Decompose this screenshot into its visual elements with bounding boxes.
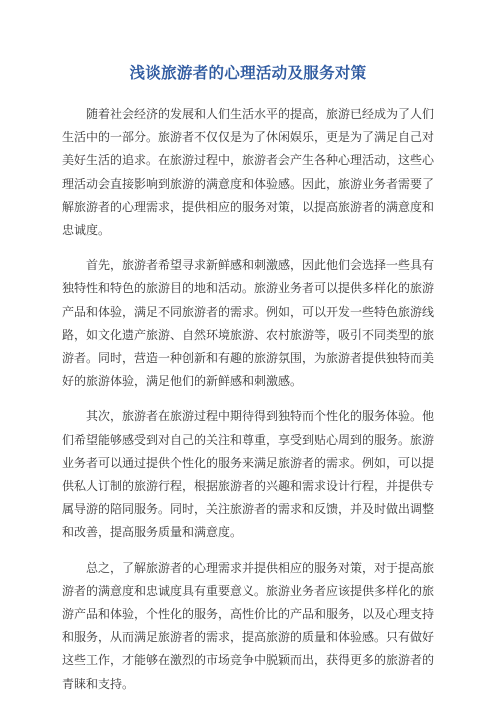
paragraph-4: 总之，了解旅游者的心理需求并提供相应的服务对策，对于提高旅游者的满意度和忠诚度具有重要意义。旅游业务者应该提供多样化的旅游产品和体验，个性化的服务，高性价比的产品和服务，以及心理支持和服务，从而满足旅游者的需求，提高旅游的质量和体验感。只有做好这些工作，才能够在激烈的市场竞争中脱颖而出，获得更多的旅游者的青睐和支持。	[62, 560, 435, 691]
paragraph-1: 随着社会经济的发展和人们生活水平的提高，旅游已经成为了人们生活中的一部分。旅游者不仅仅是为了休闲娱乐，更是为了满足自己对美好生活的追求。在旅游过程中，旅游者会产生各种心理活动，这些心理活动会直接影响到旅游的满意度和体验感。因此，旅游业务者需要了解旅游者的心理需求，提供相应的服务对策，以提高旅游者的满意度和忠诚度。	[62, 107, 435, 238]
paragraph-2: 首先，旅游者希望寻求新鲜感和刺激感，因此他们会选择一些具有独特性和特色的旅游目的地和活动。旅游业务者可以提供多样化的旅游产品和体验，满足不同旅游者的需求。例如，可以开发一些特色旅游线路，如文化遗产旅游、自然环境旅游、农村旅游等，吸引不同类型的旅游者。同时，营造一种创新和有趣的旅游氛围，为旅游者提供独特而美好的旅游体验，满足他们的新鲜感和刺激感。	[62, 258, 435, 389]
paragraph-3: 其次，旅游者在旅游过程中期待得到独特而个性化的服务体验。他们希望能够感受到对自己的关注和尊重，享受到贴心周到的服务。旅游业务者可以通过提供个性化的服务来满足旅游者的需求。例如，可以提供私人订制的旅游行程，根据旅游者的兴趣和需求设计行程，并提供专属导游的陪同服务。同时，关注旅游者的需求和反馈，并及时做出调整和改善，提高服务质量和满意度。	[62, 409, 435, 540]
document-title: 浅谈旅游者的心理活动及服务对策	[129, 63, 367, 82]
